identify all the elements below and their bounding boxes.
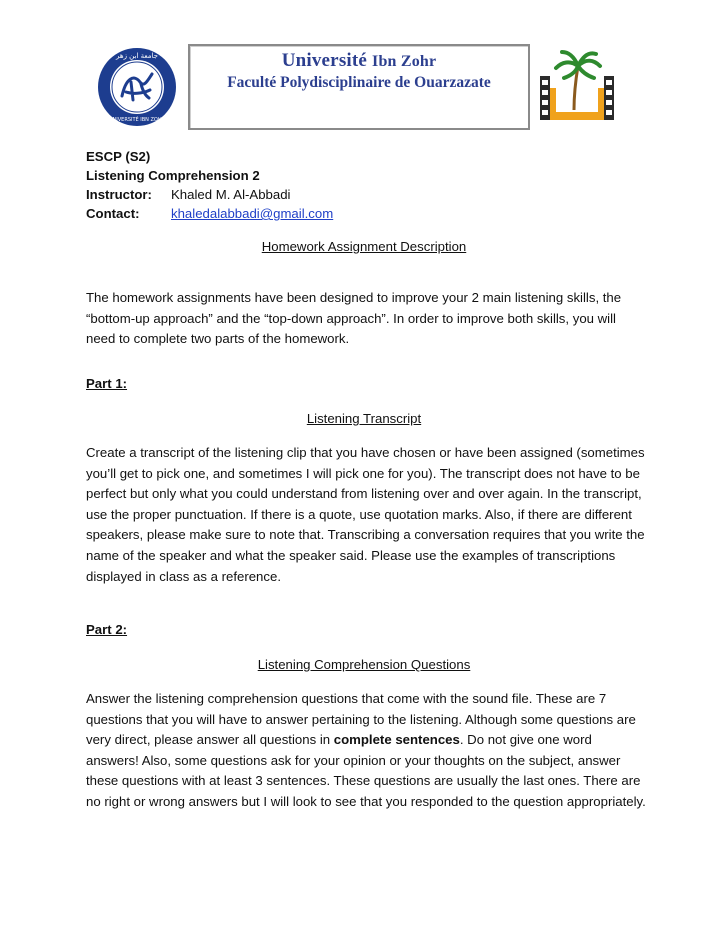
part2-body: Answer the listening comprehension questions that come with the sound file. These are 7 questions that you will have to answer pertaining to the listening. Although some questions are very direct, please answer all questions in complete sentences. Do not give one word answers! Also, some questions ask for your opinion or your thoughts on the subject, answer these questions with at least 3 sentences. These questions are usually the last ones. There are no right or wrong answers but I will look to see that you responded to the question appropriately. [86, 691, 646, 809]
svg-text:UNIVERSITÉ IBN ZOHR: UNIVERSITÉ IBN ZOHR [108, 117, 166, 123]
emphasis-complete-sentences: complete sentences [333, 732, 460, 748]
instructor-label: Instructor: [86, 187, 152, 202]
part1-label: Part 1: [86, 376, 128, 391]
course-code: ESCP (S2) [86, 149, 151, 164]
contact-email-link[interactable]: khaledalabbadi@gmail.com [171, 206, 334, 221]
university-seal-logo [86, 44, 188, 130]
faculty-name: Faculté Polydisciplinaire de Ouarzazate [227, 74, 491, 91]
part1-heading: Listening Transcript [306, 411, 422, 426]
university-name: Université Ibn Zohr [281, 50, 437, 71]
part2-label: Part 2: [86, 622, 128, 637]
part1-body: Create a transcript of the listening clip that you have chosen or have been assigned (sometimes you’ll get to pick one, and sometimes I will pick one for you). The transcript does not have to be perfect but only what you could understand from listening over and over again. In the transcript, use the proper punctuation. If there is a quote, use quotation marks. Also, if there are different speakers, please make sure to note that. Transcribing a conversation requires that you write the name of the speaker and what the speaker said. Please use the examples of transcriptions displayed in class as a reference. [86, 445, 645, 584]
part2-heading: Listening Comprehension Questions [257, 657, 471, 672]
instructor-name: Khaled M. Al-Abbadi [171, 187, 291, 202]
page-title: Homework Assignment Description [261, 239, 467, 254]
faculty-palm-logo [530, 44, 626, 130]
contact-label: Contact: [86, 206, 140, 221]
intro-paragraph: The homework assignments have been designed to improve your 2 main listening skills, the “bottom-up approach” and the “top-down approach”. In order to improve both skills, you will need to complete two parts of the homework. [86, 290, 622, 347]
svg-text:جامعة ابن زهر: جامعة ابن زهر [116, 52, 158, 60]
course-name: Listening Comprehension 2 [86, 168, 260, 183]
